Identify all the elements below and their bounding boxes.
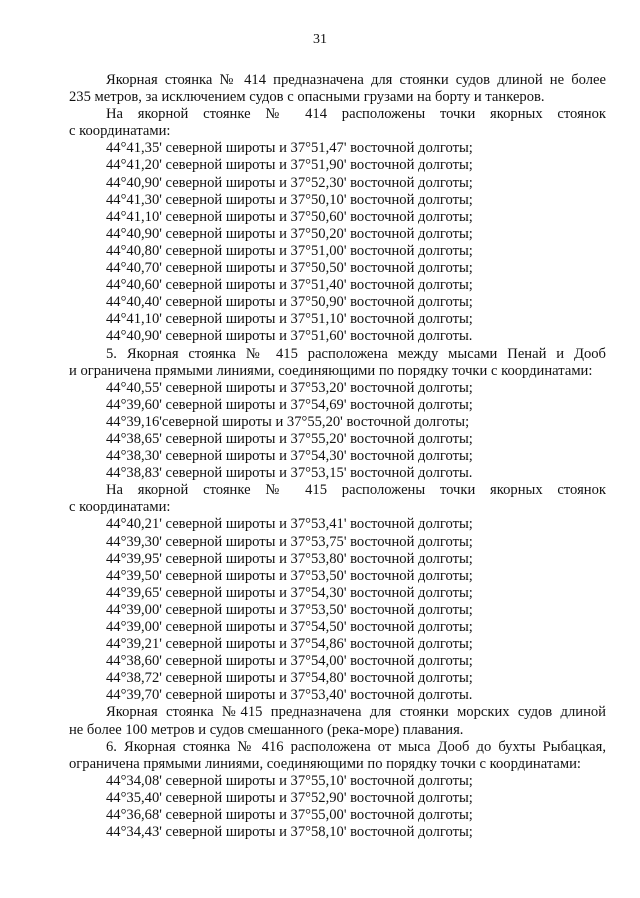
coordinate-line: 44°39,21' северной широты и 37°54,86' восточной долготы; — [106, 636, 473, 653]
paragraph-first-line: 5. Якорная стоянка № 415 расположена между мысами Пенай и Дооб — [106, 345, 606, 362]
coordinate-line: 44°39,65' северной широты и 37°54,30' восточной долготы; — [106, 584, 473, 601]
coordinate-line: 44°39,60' северной широты и 37°54,69' восточной долготы; — [106, 396, 473, 413]
coordinate-line: 44°40,90' северной широты и 37°52,30' восточной долготы; — [106, 174, 473, 191]
coordinate-line: 44°36,68' северной широты и 37°55,00' восточной долготы; — [106, 807, 473, 824]
coordinate-line: 44°35,40' северной широты и 37°52,90' восточной долготы; — [106, 789, 473, 806]
coordinate-line: 44°38,30' северной широты и 37°54,30' восточной долготы; — [106, 448, 473, 465]
coordinate-line: 44°39,50' северной широты и 37°53,50' восточной долготы; — [106, 567, 473, 584]
coordinate-line: 44°40,90' северной широты и 37°51,60' восточной долготы. — [106, 328, 473, 345]
coordinate-line: 44°39,00' северной широты и 37°53,50' восточной долготы; — [106, 601, 473, 618]
paragraph-first-line: Якорная стоянка №415 предназначена для стоянки морских судов длиной — [106, 704, 606, 721]
coordinate-line: 44°40,60' северной широты и 37°51,40' восточной долготы; — [106, 277, 473, 294]
coordinate-line: 44°39,30' северной широты и 37°53,75' восточной долготы; — [106, 533, 473, 550]
coordinate-line: 44°39,00' северной широты и 37°54,50' восточной долготы; — [106, 619, 473, 635]
coordinate-line: 44°38,72' северной широты и 37°54,80' восточной долготы; — [106, 670, 473, 687]
paragraph-line: ограничена прямыми линиями, соединяющими по порядку точки с координатами: — [69, 755, 581, 772]
coordinate-line: 44°40,90' северной широты и 37°50,20' восточной долготы; — [106, 225, 473, 242]
coordinate-line: 44°34,43' северной широты и 37°58,10' восточной долготы; — [106, 824, 473, 841]
coordinate-line: 44°41,10' северной широты и 37°50,60' восточной долготы; — [106, 208, 473, 225]
coordinate-line: 44°38,83' северной широты и 37°53,15' восточной долготы. — [106, 465, 473, 482]
coordinate-line: 44°40,70' северной широты и 37°50,50' восточной долготы; — [106, 260, 473, 277]
coordinate-line: 44°40,55' северной широты и 37°53,20' восточной долготы; — [106, 379, 473, 396]
coordinate-line: 44°41,35' северной широты и 37°51,47' восточной долготы; — [106, 140, 473, 157]
coordinate-line: 44°39,70' северной широты и 37°53,40' восточной долготы. — [106, 687, 473, 704]
coordinate-line: 44°41,20' северной широты и 37°51,90' восточной долготы; — [106, 157, 473, 174]
document-body — [69, 72, 606, 841]
page-number: 31 — [313, 32, 327, 47]
coordinate-line: 44°39,95' северной широты и 37°53,80' восточной долготы; — [106, 550, 473, 567]
coordinate-line: 44°34,08' северной широты и 37°55,10' восточной долготы; — [106, 772, 473, 789]
paragraph-first-line: Якорная стоянка № 414 предназначена для стоянки судов длиной не более — [106, 72, 606, 88]
paragraph-first-line: На якорной стоянке № 415 расположены точки якорных стоянок — [106, 482, 606, 499]
paragraph-line: с координатами: — [69, 499, 171, 516]
paragraph-line: не более 100 метров и судов смешанного (река-море) плавания. — [69, 721, 464, 738]
paragraph-line: и ограничена прямыми линиями, соединяющими по порядку точки с координатами: — [69, 362, 593, 379]
coordinate-line: 44°39,16'северной широты и 37°55,20' восточной долготы; — [106, 413, 470, 430]
paragraph-line: с координатами: — [69, 123, 171, 140]
coordinate-line: 44°38,65' северной широты и 37°55,20' восточной долготы; — [106, 430, 473, 447]
paragraph-line: 235 метров, за исключением судов с опасными грузами на борту и танкеров. — [69, 89, 545, 106]
coordinate-line: 44°40,21' северной широты и 37°53,41' восточной долготы; — [106, 516, 473, 533]
coordinate-line: 44°40,40' северной широты и 37°50,90' восточной долготы; — [106, 294, 473, 311]
coordinate-line: 44°38,60' северной широты и 37°54,00' восточной долготы; — [106, 653, 473, 670]
paragraph-first-line: На якорной стоянке № 414 расположены точки якорных стоянок — [106, 106, 606, 123]
coordinate-line: 44°41,30' северной широты и 37°50,10' восточной долготы; — [106, 191, 473, 208]
paragraph-first-line: 6. Якорная стоянка № 416 расположена от мыса Дооб до бухты Рыбацкая, — [106, 738, 606, 755]
coordinate-line: 44°40,80' северной широты и 37°51,00' восточной долготы; — [106, 242, 473, 259]
coordinate-line: 44°41,10' северной широты и 37°51,10' восточной долготы; — [106, 311, 473, 328]
